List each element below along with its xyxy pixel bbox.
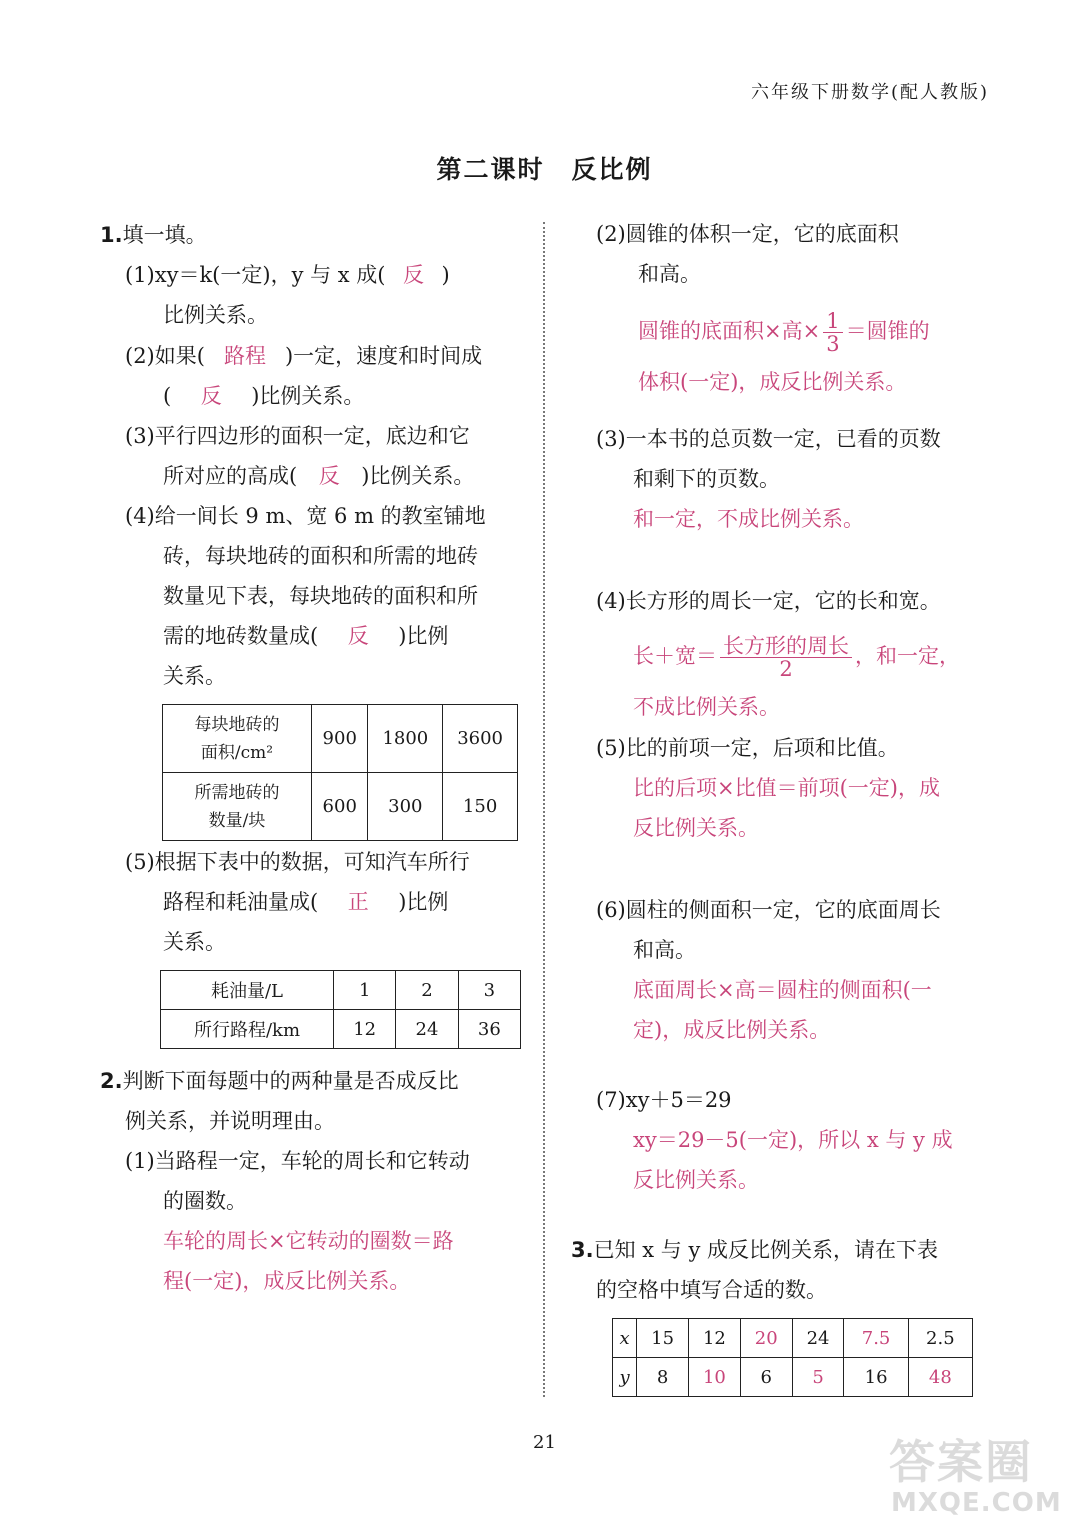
- watermark-text: 答案圈: [889, 1435, 1033, 1489]
- q3-heading: 3.已知 x 与 y 成反比例关系，请在下表: [571, 1238, 939, 1262]
- watermark-url: MXQE.COM: [891, 1488, 1062, 1518]
- xy-answer-cell: 20: [740, 1319, 792, 1358]
- q1-item-2-answer-2: 反: [200, 384, 222, 408]
- q2-item-1-answer: 车轮的周长×它转动的圈数＝路: [163, 1229, 454, 1253]
- xy-answer-cell: 10: [689, 1358, 741, 1397]
- q1-item-5: (5)根据下表中的数据，可知汽车所行: [125, 850, 470, 874]
- page-header: 六年级下册数学(配人教版): [750, 82, 989, 103]
- table-row: y 8 10 6 5 16 48: [613, 1358, 973, 1397]
- watermark-logo: [879, 1426, 1069, 1526]
- q1-item-2: (2)如果( 路程 )一定，速度和时间成: [125, 341, 482, 371]
- q2-item-4-answer: 长＋宽＝ $\frac{\text{长方形的周长}}{2}$ ，和一定，: [633, 634, 960, 681]
- q1-heading: [100, 220, 207, 250]
- xy-answer-cell: 7.5: [844, 1319, 908, 1358]
- q1-item-4-answer: 反: [347, 624, 369, 648]
- tile-count-header: 所需地砖的 数量/块: [163, 773, 312, 841]
- q2-item-6-answer: 底面周长×高＝圆柱的侧面积(一: [633, 978, 932, 1002]
- q2-item-3-answer: 和一定，不成比例关系。: [633, 507, 864, 531]
- q1-item-1: (1)xy＝k(一定)，y 与 x 成( 反 ): [125, 260, 450, 290]
- q2-item-7-answer: xy＝29－5(一定)，所以 x 与 y 成: [633, 1128, 953, 1152]
- table-row: 耗油量/L 1 2 3: [161, 971, 521, 1010]
- table-row: x 15 12 20 24 7.5 2.5: [613, 1319, 973, 1358]
- q1-item-3-answer: 反: [318, 464, 340, 488]
- q2-item-2-answer: 圆锥的底面积×高× $\frac{1}{3}$ ＝圆锥的: [638, 309, 930, 356]
- q1-item-3: (3)平行四边形的面积一定，底边和它: [125, 424, 470, 448]
- q1-item-2-answer-1: 路程: [223, 344, 266, 368]
- table-row: 所需地砖的 数量/块 600 300 150: [163, 773, 518, 841]
- q3-number: 3.: [571, 1238, 594, 1262]
- column-divider: [543, 222, 545, 1397]
- q2-item-3: (3)一本书的总页数一定，已看的页数: [596, 427, 941, 451]
- page-title: 第二课时 反比例: [436, 155, 653, 184]
- xy-table: [612, 1318, 973, 1397]
- q2-item-4: (4)长方形的周长一定，它的长和宽。: [596, 589, 941, 613]
- q1-item-1-answer: 反: [403, 263, 424, 287]
- table-row: 所行路程/km 12 24 36: [161, 1010, 521, 1049]
- q2-item-5-answer: 比的后项×比值＝前项(一定)，成: [633, 776, 940, 800]
- table-row: 每块地砖的 面积/cm² 900 1800 3600: [163, 705, 518, 773]
- xy-answer-cell: 48: [908, 1358, 972, 1397]
- fraction-one-third: $\frac{1}{3}$: [823, 310, 842, 355]
- xy-answer-cell: 5: [792, 1358, 844, 1397]
- q2-item-7: (7)xy＋5＝29: [596, 1088, 732, 1112]
- q1-title: 填一填。: [122, 223, 207, 247]
- q2-number: 2.: [100, 1069, 123, 1093]
- tile-area-header: 每块地砖的 面积/cm²: [163, 705, 312, 773]
- q2-heading: 2.判断下面每题中的两种量是否成反比: [100, 1069, 459, 1093]
- page-number: 21: [533, 1432, 556, 1453]
- q2-item-5: (5)比的前项一定，后项和比值。: [596, 736, 899, 760]
- q2-item-1: (1)当路程一定，车轮的周长和它转动: [125, 1149, 470, 1173]
- tile-table: [162, 704, 518, 841]
- q2-item-2: (2)圆锥的体积一定，它的底面积: [596, 222, 899, 246]
- fraction-perimeter-half: $\frac{\text{长方形的周长}}{2}$: [720, 635, 852, 680]
- q1-item-5-answer: 正: [347, 890, 369, 914]
- q1-item-4: (4)给一间长 9 m、宽 6 m 的教室铺地: [125, 504, 486, 528]
- q2-item-6: (6)圆柱的侧面积一定，它的底面周长: [596, 898, 941, 922]
- q1-number: 1.: [100, 223, 123, 247]
- fuel-table: [160, 970, 521, 1049]
